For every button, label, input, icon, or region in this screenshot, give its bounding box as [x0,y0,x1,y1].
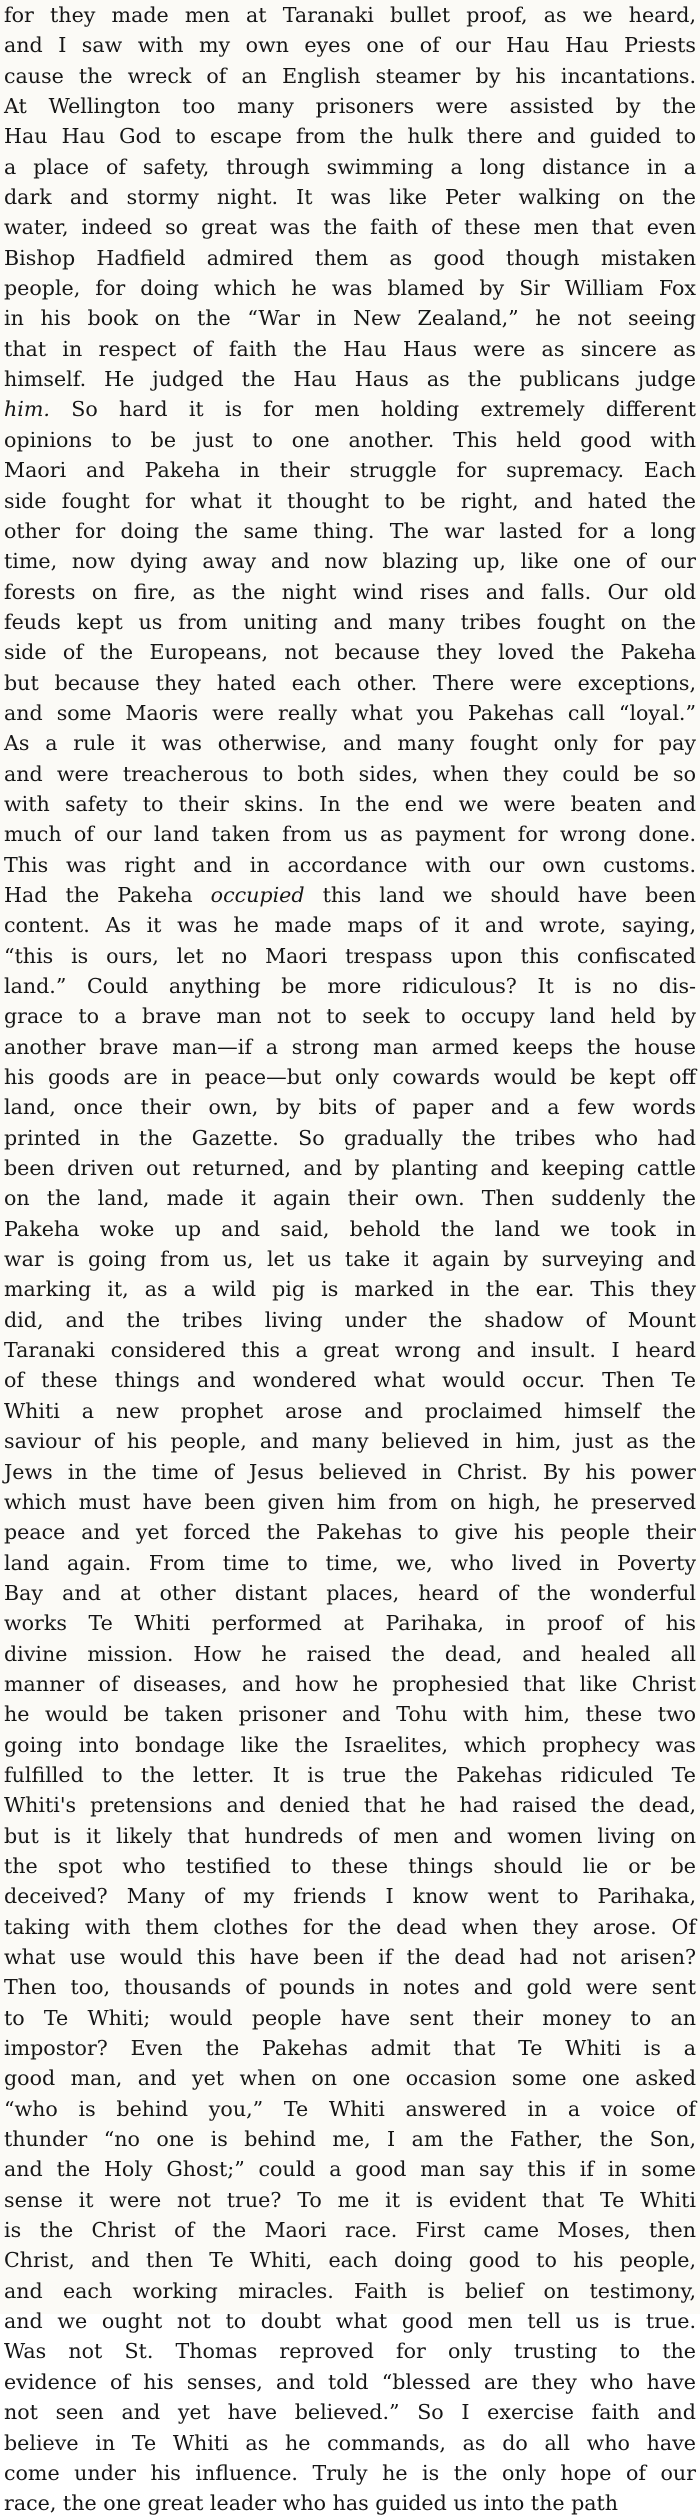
article-line: but because they hated each other. There were exceptions, [4,670,696,695]
article-line: come under his influence. Truly he is the only hope of our [4,2460,696,2485]
article-line: good man, and yet when on one occasion some one asked [4,2066,696,2091]
article-line: he would be taken prisoner and Tohu with him, these two [4,1702,696,1727]
article-line: and the Holy Ghost;” could a good man say this if in some [4,2157,696,2182]
article-line: race, the one great leader who has guided us into the path [4,2491,619,2516]
article-line: “who is behind you,” Te Whiti answered in a voice of [4,2096,696,2121]
article-line: with safety to their skins. In the end we were beaten and [4,791,696,816]
article-line: manner of diseases, and how he prophesied that like Christ [4,1671,696,1696]
article-line: and were treacherous to both sides, when they could be so [4,761,696,786]
article-line: At Wellington too many prisoners were assisted by the [4,94,696,119]
article-line: “this is ours, let no Maori trespass upon this confiscated [4,943,696,968]
article-line: Bay and at other distant places, heard of the wonderful [4,1580,696,1605]
article-line: on the land, made it again their own. Then suddenly the [4,1186,696,1211]
article-column [4,0,696,2519]
article-line: side fought for what it thought to be right, and hated the [4,488,696,513]
article-line: land, once their own, by bits of paper and a few words [4,1095,696,1120]
article-line: of these things and wondered what would occur. Then Te [4,1368,696,1393]
article-line: forests on fire, as the night wind rises and falls. Our old [4,579,696,604]
article-line: him. So hard it is for men holding extremely different [4,397,696,422]
article-line: Had the Pakeha occupied this land we should have been [4,882,697,907]
article-line: land again. From time to time, we, who lived in Poverty [4,1550,696,1575]
article-line: Bishop Hadfield admired them as good though mistaken [4,245,696,270]
article-line: for they made men at Taranaki bullet proof, as we heard, [4,3,696,27]
article-line: did, and the tribes living under the shadow of Mount [4,1307,696,1332]
article-line: war is going from us, let us take it again by surveying and [4,1247,696,1272]
article-line: that in respect of faith the Hau Haus were as sincere as [4,336,696,361]
article-line: thunder “no one is behind me, I am the Father, the Son, [4,2127,696,2152]
article-line: Whiti a new prophet arose and proclaimed himself the [4,1398,696,1423]
article-line: fulfilled to the letter. It is true the Pakehas ridiculed Te [4,1762,696,1787]
article-line: in his book on the “War in New Zealand,” he not seeing [4,306,696,331]
article-line: evidence of his senses, and told “blessed are they who have [4,2369,696,2394]
article-line: is the Christ of the Maori race. First came Moses, then [4,2218,696,2243]
article-line: deceived? Many of my friends I know went to Parihaka, [4,1884,696,1909]
article-line: going into bondage like the Israelites, which prophecy was [4,1732,696,1757]
article-line: As a rule it was otherwise, and many fought only for pay [4,731,696,756]
article-line: Pakeha woke up and said, behold the land we took in [4,1216,696,1241]
article-line: sense it were not true? To me it is evident that Te Whiti [4,2187,696,2212]
article-line: and I saw with my own eyes one of our Hau Hau Priests [4,33,696,58]
article-line: and some Maoris were really what you Pakehas call “loyal.” [4,700,696,725]
article-line: Maori and Pakeha in their struggle for supremacy. Each [4,458,696,483]
article-line: content. As it was he made maps of it and wrote, saying, [4,913,696,938]
article-line: works Te Whiti performed at Parihaka, in proof of his [4,1611,696,1636]
article-line: other for doing the same thing. The war lasted for a long [4,518,696,543]
article-line: himself. He judged the Hau Haus as the publicans judge [4,367,696,392]
article-line: dark and stormy night. It was like Peter walking on the [4,185,696,210]
article-line: time, now dying away and now blazing up, like one of our [4,549,696,574]
article-line: Whiti's pretensions and denied that he had raised the dead, [4,1793,696,1818]
article-line: Then too, thousands of pounds in notes and gold were sent [4,1975,696,2000]
article-line: and we ought not to doubt what good men tell us is true. [4,2309,696,2334]
article-line: Hau Hau God to escape from the hulk there and guided to [4,124,696,149]
article-line: Was not St. Thomas reproved for only trusting to the [4,2339,696,2364]
article-line: much of our land taken from us as payment for wrong done. [4,822,696,847]
article-line: feuds kept us from uniting and many tribes fought on the [4,609,696,634]
article-line: saviour of his people, and many believed in him, just as the [4,1429,696,1454]
article-line: Christ, and then Te Whiti, each doing good to his people, [4,2248,696,2273]
article-line: another brave man—if a strong man armed keeps the house [4,1034,696,1059]
article-line: and each working miracles. Faith is belief on testimony, [4,2278,696,2303]
article-line: a place of safety, through swimming a long distance in a [4,154,696,179]
article-line: peace and yet forced the Pakehas to give his people their [4,1520,696,1545]
article-line: opinions to be just to one another. This held good with [4,427,696,452]
article-line: side of the Europeans, not because they loved the Pakeha [4,640,696,665]
article-line: but is it likely that hundreds of men and women living on [4,1823,696,1848]
article-line: the spot who testified to these things should lie or be [4,1853,696,1878]
article-line: not seen and yet have believed.” So I exercise faith and [4,2400,696,2425]
article-line: people, for doing which he was blamed by Sir William Fox [4,276,696,301]
article-line: divine mission. How he raised the dead, and healed all [4,1641,696,1666]
article-line: This was right and in accordance with our own customs. [4,852,696,877]
article-line: believe in Te Whiti as he commands, as do all who have [4,2430,696,2455]
article-line: been driven out returned, and by planting and keeping cattle [4,1156,696,1181]
article-line: his goods are in peace—but only cowards would be kept off [4,1065,696,1090]
article-line: Taranaki considered this a great wrong and insult. I heard [4,1338,696,1363]
article-line: which must have been given him from on high, he preserved [4,1489,696,1514]
article-line: marking it, as a wild pig is marked in the ear. This they [4,1277,696,1302]
article-line: grace to a brave man not to seek to occupy land held by [4,1004,696,1029]
article-line: land.” Could anything be more ridiculous? It is no dis- [4,974,696,998]
article-line: taking with them clothes for the dead when they arose. Of [4,1914,696,1939]
article-line: cause the wreck of an English steamer by his incantations. [4,63,696,88]
article-line: Jews in the time of Jesus believed in Christ. By his power [4,1459,696,1484]
article-line: to Te Whiti; would people have sent their money to an [4,2005,696,2030]
article-line: what use would this have been if the dead had not arisen? [4,1945,696,1969]
article-line: impostor? Even the Pakehas admit that Te Whiti is a [4,2036,696,2061]
article-line: printed in the Gazette. So gradually the tribes who had [4,1125,696,1150]
article-line: water, indeed so great was the faith of these men that even [4,215,696,240]
